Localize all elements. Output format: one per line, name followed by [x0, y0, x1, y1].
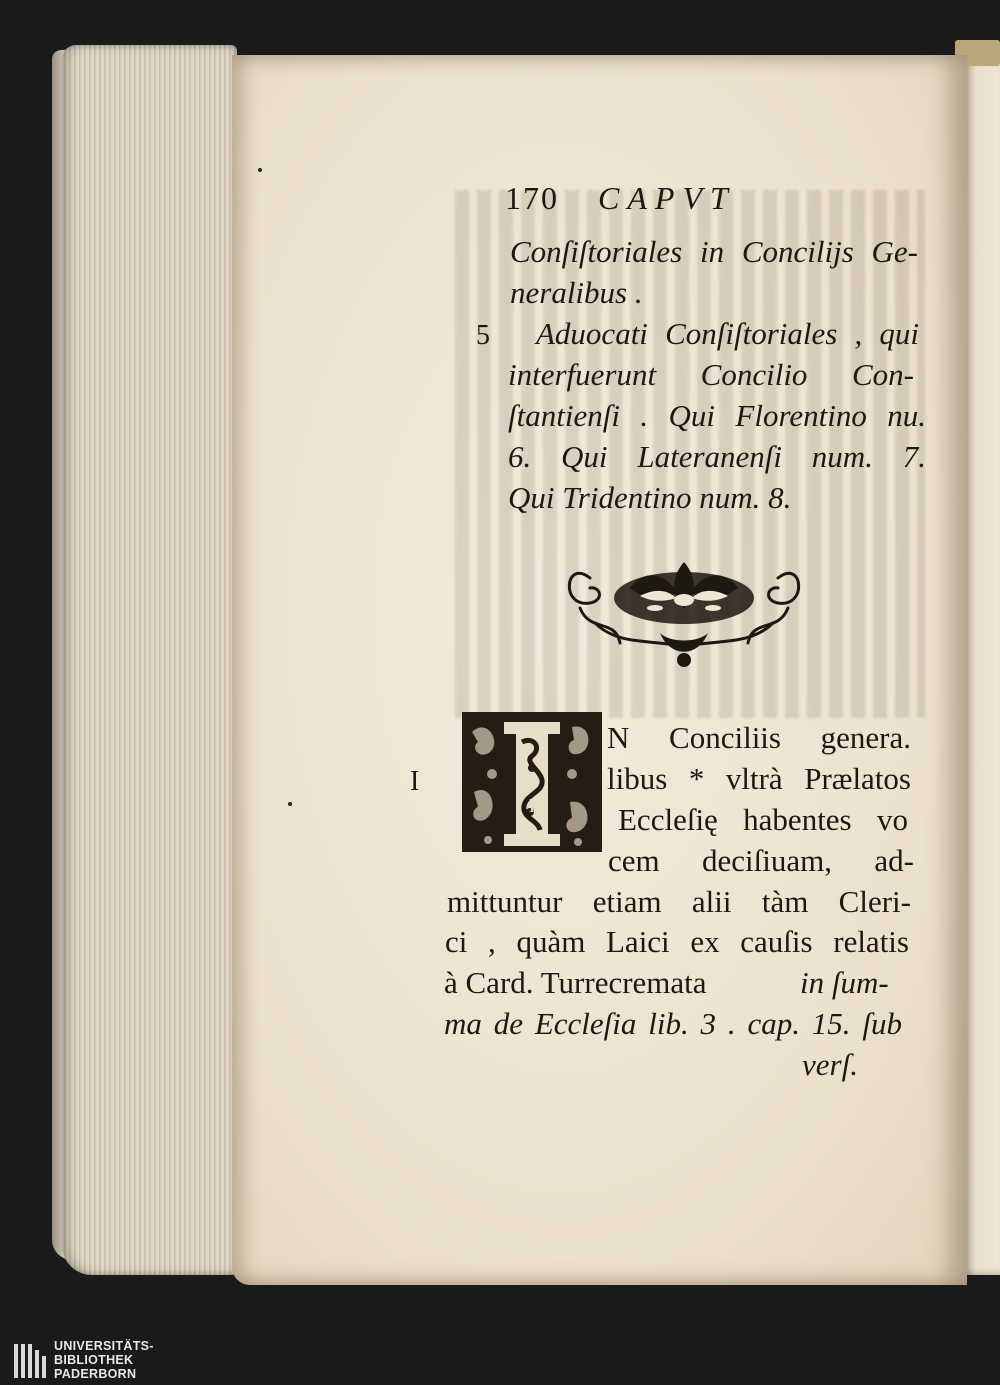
logo-line: BIBLIOTHEK	[54, 1353, 134, 1367]
text-line: mittuntur etiam alii tàm Cleri-	[447, 884, 911, 919]
text-line: ſtantienſi . Qui Florentino nu.	[508, 398, 926, 433]
floral-headpiece-ornament	[560, 548, 808, 672]
text-line: libus * vltrà Prælatos	[607, 761, 911, 796]
page-number: 170	[505, 180, 559, 216]
library-footer	[0, 1335, 1000, 1385]
text-line: neralibus .	[510, 275, 643, 310]
text-line: 6. Qui Lateranenſi num. 7.	[508, 439, 926, 474]
text-line: Conſiſtoriales in Concilijs Ge-	[510, 234, 918, 269]
logo-line: PADERBORN	[54, 1367, 137, 1381]
library-logo-icon	[12, 1340, 48, 1382]
ink-speck	[288, 802, 292, 806]
catchword: verſ.	[802, 1047, 858, 1082]
text-line: ma de Eccleſia lib. 3 . cap. 15. ſub	[444, 1006, 902, 1041]
text-line: N Conciliis genera.	[607, 720, 911, 755]
ink-speck	[258, 168, 262, 172]
running-title: CAPVT	[598, 180, 736, 216]
text-line: cem deciſiuam, ad-	[608, 843, 914, 878]
decorated-initial-letter	[462, 712, 602, 852]
text-line-italic: in ſum-	[800, 965, 889, 1000]
initial-letter-glyph: I	[528, 795, 536, 817]
marginal-number: 5	[476, 320, 490, 351]
text-line: Eccleſię habentes vo	[618, 802, 908, 837]
text-line: interfuerunt Concilio Con-	[508, 357, 914, 392]
logo-line: UNIVERSITÄTS-	[54, 1339, 154, 1353]
text-line: Aduocati Conſiſtoriales , qui	[536, 316, 919, 351]
running-head	[505, 180, 835, 224]
text-line: Qui Tridentino num. 8.	[508, 480, 792, 515]
marginal-number: I	[410, 766, 420, 797]
library-name	[54, 1339, 154, 1381]
text-line: à Card. Turrecremata	[444, 965, 707, 1000]
text-line: ci , quàm Laici ex cauſis relatis	[445, 924, 909, 959]
page-fore-edge	[62, 45, 237, 1275]
